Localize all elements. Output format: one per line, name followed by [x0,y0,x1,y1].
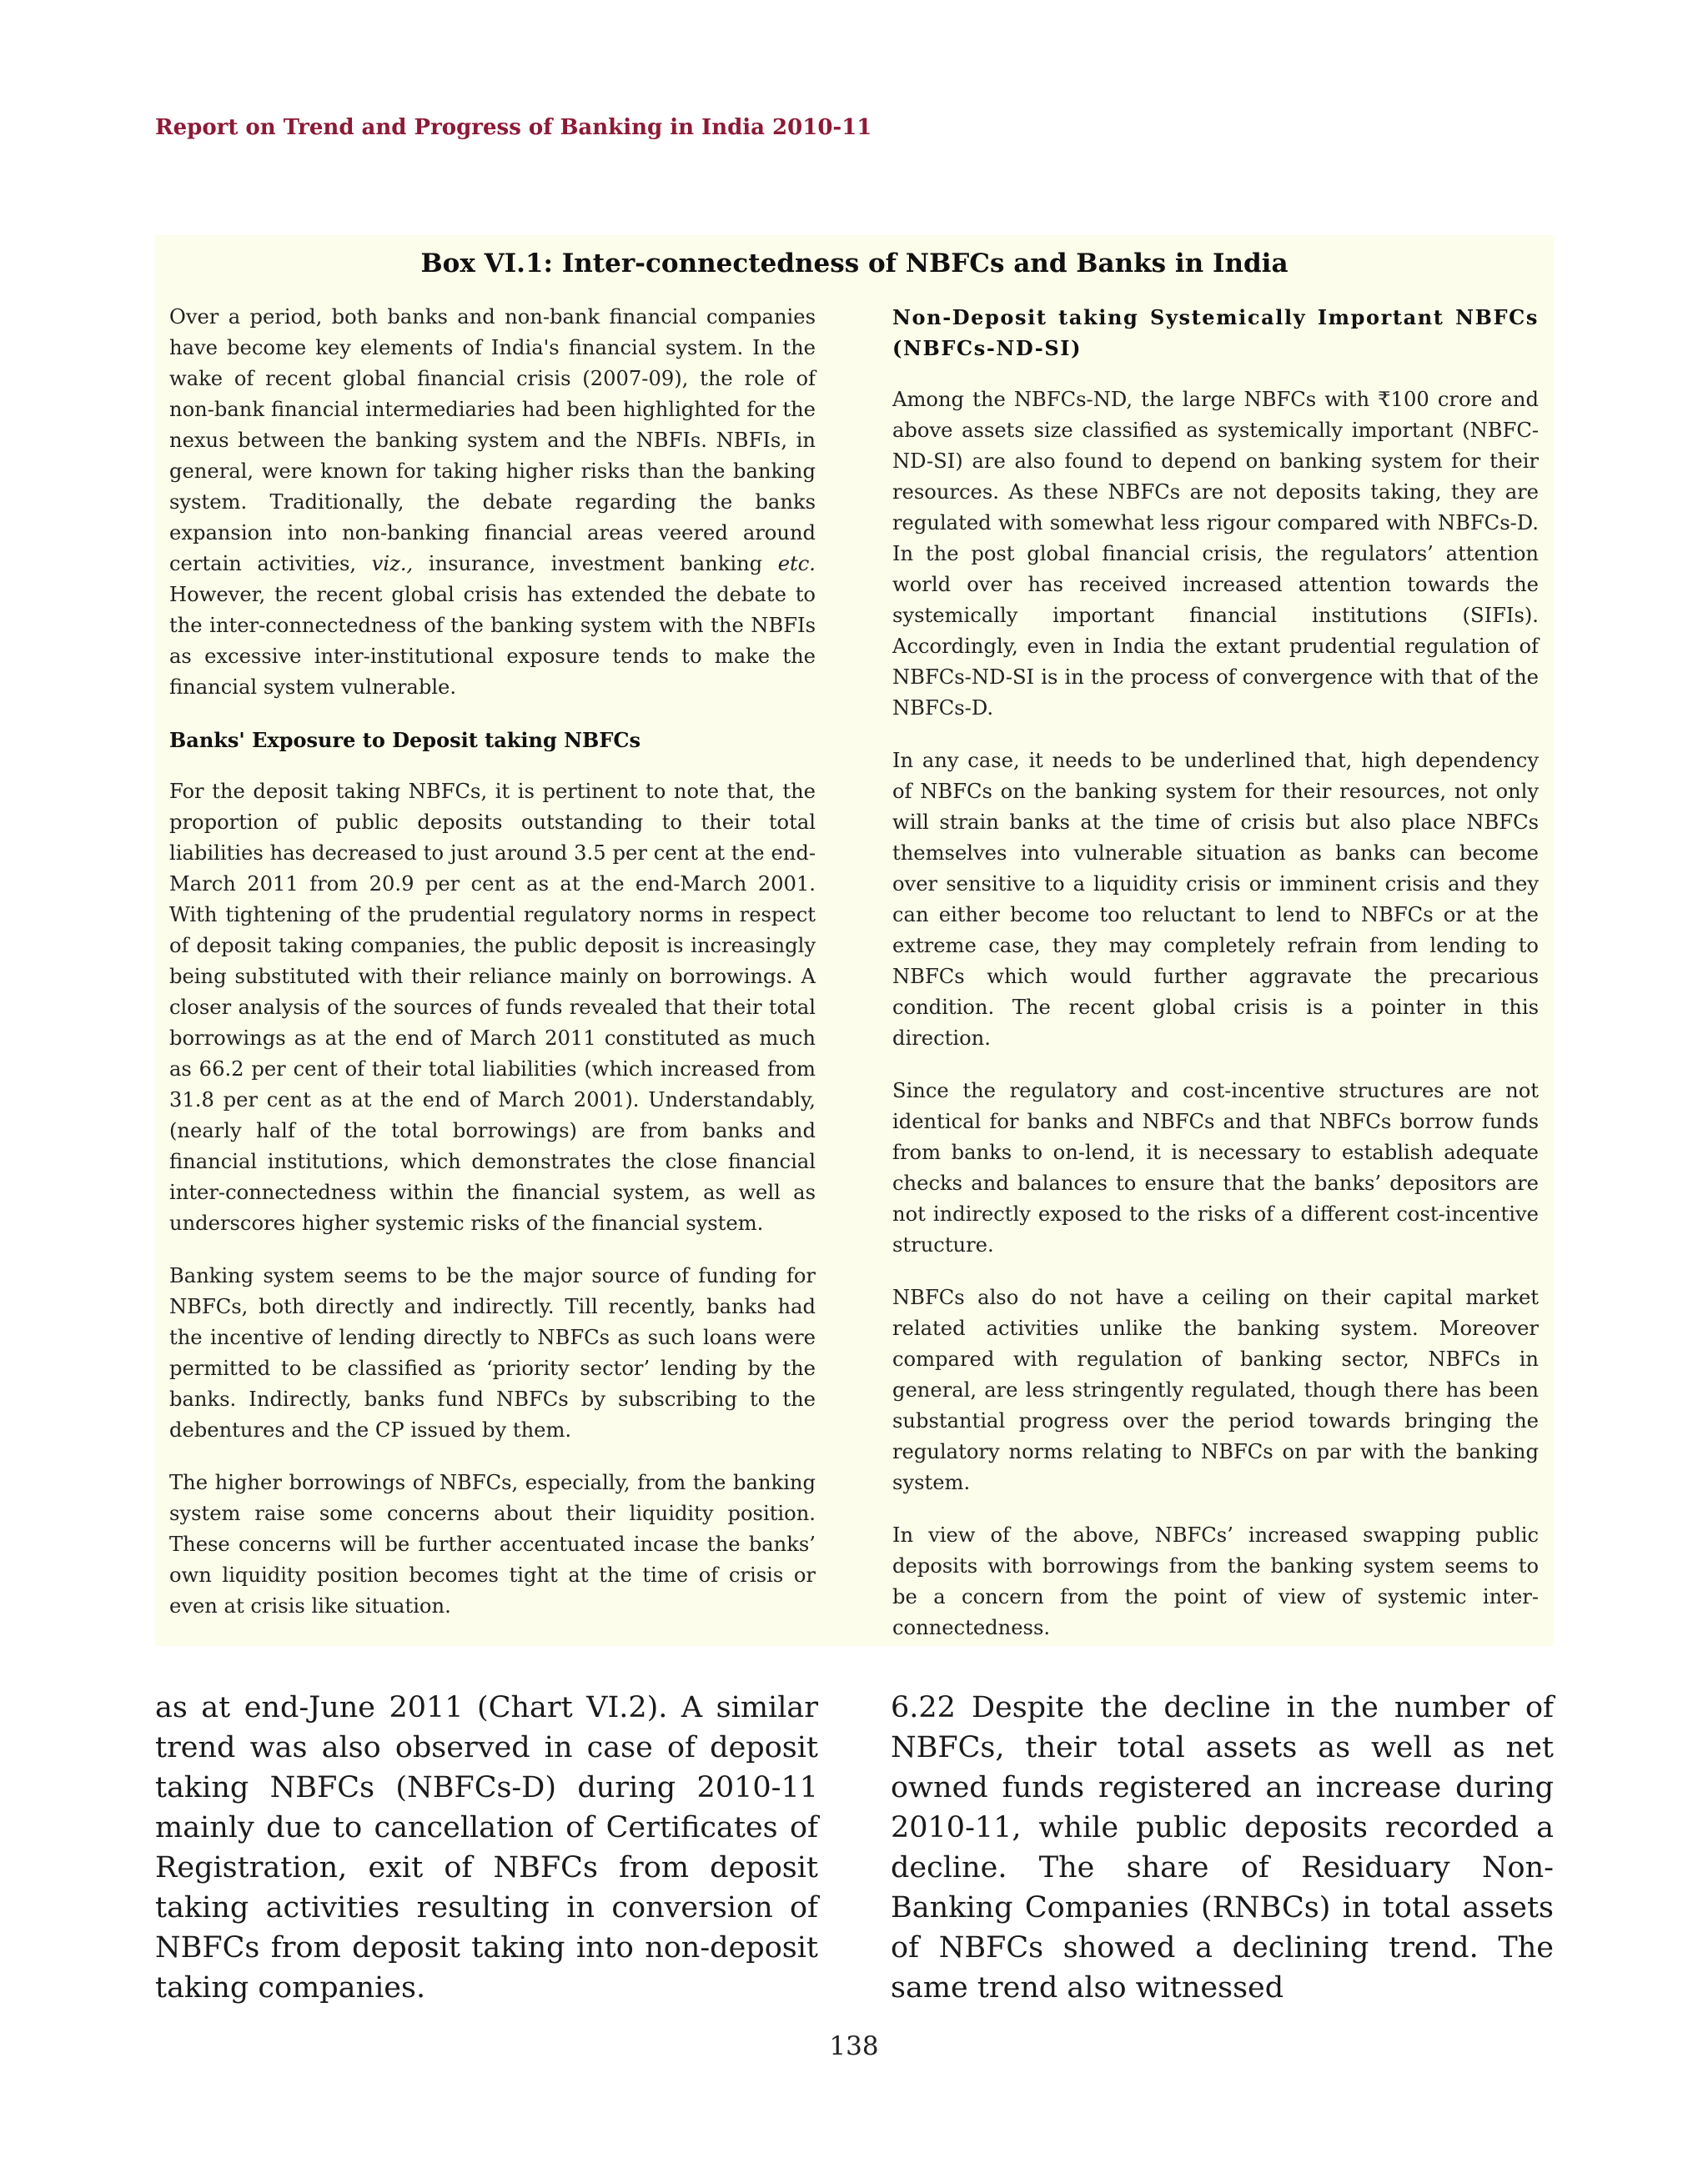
body-left-column [155,1688,818,2008]
page-number: 138 [829,2031,879,2061]
box-right-heading: Non-Deposit taking Systemically Important NBFCs (NBFCs-ND-SI) [892,305,1539,360]
text-run: insurance, investment banking [413,552,778,575]
box-left-paragraph-3: Banking system seems to be the major source of funding for NBFCs, both directly and indirectly. Till recently, banks had the incentive of lending directly to NBFCs as such loans were permitted to be classified as ‘priority sector’ lending by the banks. Indirectly, banks fund NBFCs by subscribing to the debentures and the CP issued by them. [169,1264,816,1442]
italic-viz: viz., [371,552,414,575]
box-left-heading: Banks' Exposure to Deposit taking NBFCs [169,728,640,752]
box-right-paragraph-1: Among the NBFCs-ND, the large NBFCs with ₹100 crore and above assets size classified as systemically important (NBFC-ND-SI) are also found to depend on banking system for their resources. As these NBFCs are not deposits taking, they are regulated with somewhat less rigour compared with NBFCs-D. In the post global financial crisis, the regulators’ attention world over has received increased attention towards the systemically important financial institutions (SIFIs). Accordingly, even in India the extant prudential regulation of NBFCs-ND-SI is in the process of convergence with that of the NBFCs-D. [892,388,1539,720]
box-right-paragraph-4: NBFCs also do not have a ceiling on their capital market related activities unlike the banking system. Moreover compared with regulation of banking sector, NBFCs in general, are less stringently regulated, though there has been substantial progress over the period towards bringing the regulatory norms relating to NBFCs on par with the banking system. [892,1286,1539,1494]
box-left-column [169,302,816,1644]
box-title: Box VI.1: Inter-connectedness of NBFCs and Banks in India [420,248,1289,279]
box-left-paragraph-2: For the deposit taking NBFCs, it is pertinent to note that, the proportion of public deposits outstanding to their total liabilities has decreased to just around 3.5 per cent at the end-March 2011 from 20.9 per cent as at the end-March 2001. With tightening of the prudential regulatory norms in respect of deposit taking companies, the public deposit is increasingly being substituted with their reliance mainly on borrowings. A closer analysis of the sources of funds revealed that their total borrowings as at the end of March 2011 constituted as much as 66.2 per cent of their total liabilities (which increased from 31.8 per cent as at the end of March 2001). Understandably, (nearly half of the total borrowings) are from banks and financial institutions, which demonstrates the close financial inter-connectedness within the financial system, as well as underscores higher systemic risks of the financial system. [169,780,816,1235]
box-vi-1 [155,235,1554,1646]
box-right-paragraph-3: Since the regulatory and cost-incentive structures are not identical for banks and NBFCs and that NBFCs borrow funds from banks to on-lend, it is necessary to establish adequate checks and balances to ensure that the banks’ depositors are not indirectly exposed to the risks of a different cost-incentive structure. [892,1079,1539,1257]
box-right-column [892,302,1539,1665]
body-right-paragraph: 6.22 Despite the decline in the number of NBFCs, their total assets as well as net owned funds registered an increase during 2010-11, while public deposits recorded a decline. The share of Residuary Non-Banking Companies (RNBCs) in total assets of NBFCs showed a declining trend. The same trend also witnessed [891,1691,1554,2005]
box-left-paragraph-4: The higher borrowings of NBFCs, especially, from the banking system raise some concerns about their liquidity position. These concerns will be further accentuated incase the banks’ own liquidity position becomes tight at the time of crisis or even at crisis like situation. [169,1471,816,1618]
text-run: However, the recent global crisis has extended the debate to the inter-connectedness of the banking system with the NBFIs as excessive inter-institutional exposure tends to make the financial system vulnerable. [169,583,816,699]
box-right-paragraph-5: In view of the above, NBFCs’ increased swapping public deposits with borrowings from the banking system seems to be a concern from the point of view of systemic inter-connectedness. [892,1523,1539,1639]
body-left-paragraph: as at end-June 2011 (Chart VI.2). A similar trend was also observed in case of deposit taking NBFCs (NBFCs-D) during 2010-11 mainly due to cancellation of Certificates of Registration, exit of NBFCs from deposit taking activities resulting in conversion of NBFCs from deposit taking into non-deposit taking companies. [155,1691,818,2005]
box-left-paragraph-1 [169,302,816,703]
running-head: Report on Trend and Progress of Banking in India 2010-11 [155,115,872,140]
text-run: Over a period, both banks and non-bank financial companies have become key elements of India's financial system. In the wake of recent global financial crisis (2007-09), the role of non-bank financial intermediaries had been highlighted for the nexus between the banking system and the NBFIs. NBFIs, in general, were known for taking higher risks than the banking system. Traditionally, the debate regarding the banks expansion into non-banking financial areas veered around certain activities, [169,305,816,575]
italic-etc: etc. [777,552,816,575]
box-right-paragraph-2: In any case, it needs to be underlined that, high dependency of NBFCs on the banking system for their resources, not only will strain banks at the time of crisis but also place NBFCs themselves into vulnerable situation as banks can become over sensitive to a liquidity crisis or imminent crisis and they can either become too reluctant to lend to NBFCs or at the extreme case, they may completely refrain from lending to NBFCs which would further aggravate the precarious condition. The recent global crisis is a pointer in this direction. [892,749,1539,1050]
body-right-column [891,1688,1554,2008]
